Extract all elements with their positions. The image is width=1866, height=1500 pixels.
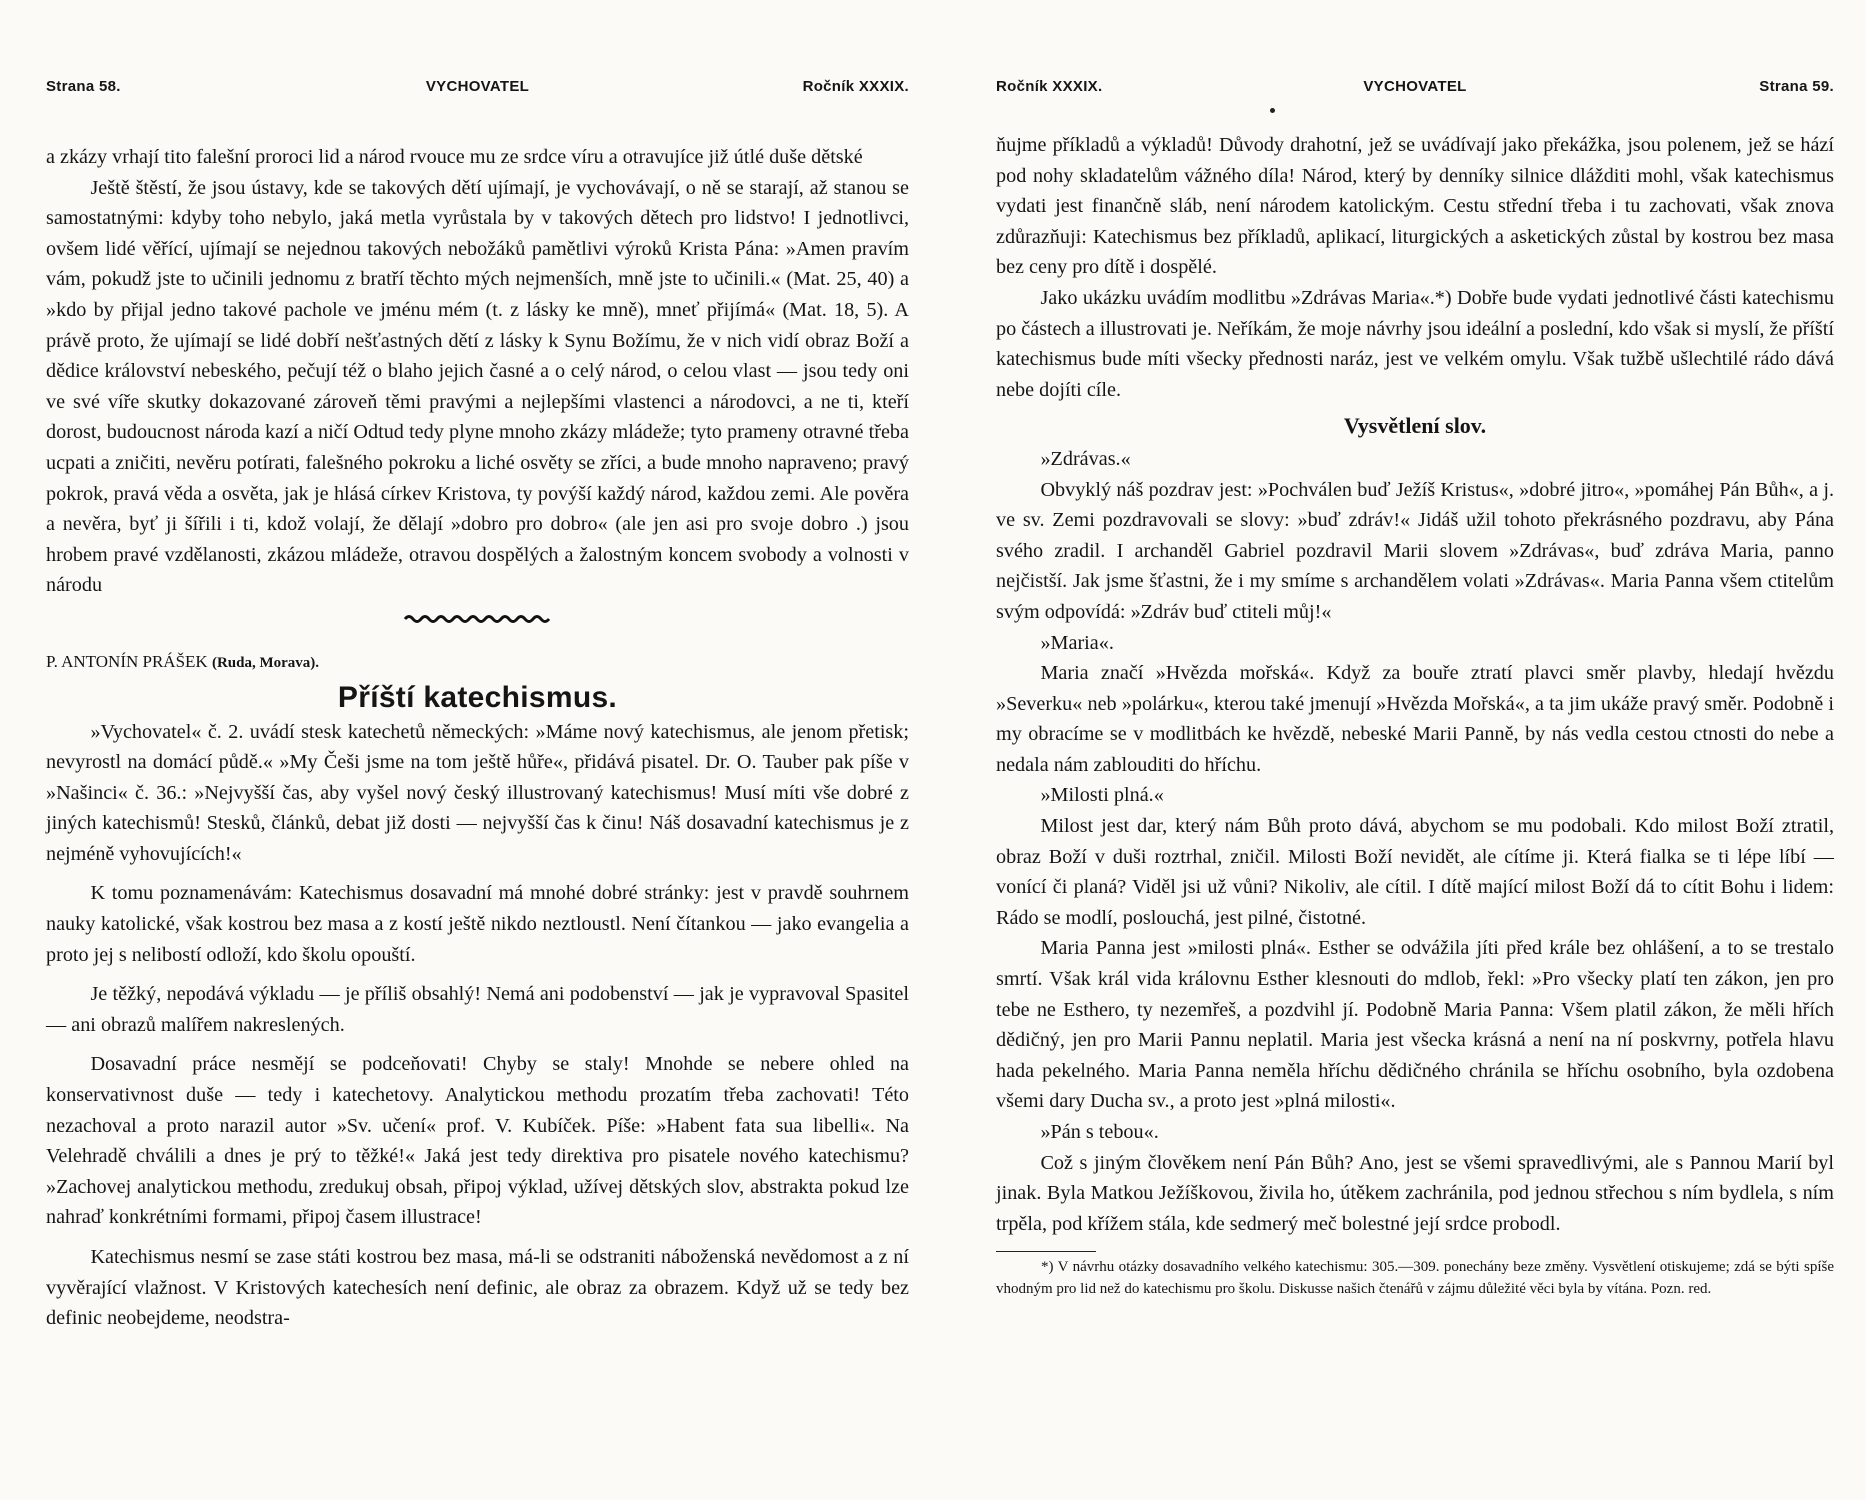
paragraph: ňujme příkladů a výkladů! Důvody drahotní, jež se uvádívají jako překážka, jsou polenem, jež se hází pod nohy skladatelům vážného díla! Národ, který by denníky silnice dlážditi mohl, však katechismus vydati jest finančně sláb, není národem katolickým. Cestu střední třeba i tu zachovati, však znova zdůrazňuji: Katechismus bez příkladů, aplikací, liturgických a asketických zůstal by kostrou bez masa bez ceny pro dítě i dospělé. — [996, 134, 1834, 279]
paragraph: a zkázy vrhají tito falešní proroci lid a národ rvouce mu ze srdce víru a otravujíce již útlé duše dětské — [46, 146, 863, 168]
page-number: Strana 58. — [46, 78, 121, 95]
dot-mark — [1270, 108, 1275, 113]
term-explanation: Maria Panna jest »milosti plná«. Esther se odvážila jíti před krále bez ohlášení, a to se trestalo smrtí. Však král vida královnu Esther klesnouti do mdlob, řekl: »Pro všecky platí ten zákon, jen pro tebe ne Esthero, ty nezemřeš, a pozdvihl jí. Podobně Maria Panna: Všem platil zákon, že měli hřích dědičný, jen pro Marii Pannu neplatil. Maria jest všecka krásná a není na ní poskvrny, potřela hlavu hada pekelného. Maria Panna neměla hříchu dědičného chránila se hříchu osobního, byla ozdobena všemi dary Ducha sv., a proto jest »plná milosti«. — [996, 937, 1834, 1113]
term-explanation: Maria značí »Hvězda mořská«. Když za bouře ztratí plavci směr plavby, hledají hvězdu »Severku« neb »polárku«, kterou také jmenují »Hvězda Mořská«, a ta jim ukáže pravý směr. Podobně i my obracíme se v modlitbách ke hvězdě, nebeské Marii Panně, by nás vedla cestou ctnosti do nebe a nedala nám zablouditi do hříchu. — [996, 662, 1834, 776]
article-paragraph: Katechismus nesmí se zase státi kostrou bez masa, má-li se odstraniti náboženská nevědomost a z ní vyvěrající vlažnost. V Kristových katechesích není definic, ale obraz za obrazem. Když už se tedy bez definic neobejdeme, neodstra- — [46, 1246, 909, 1330]
article-title: Příští katechismus. — [337, 680, 618, 714]
article-paragraph: »Vychovatel« č. 2. uvádí stesk katechetů německých: »Máme nový katechismus, ale jenom přetisk; nevyrostl na domácí půdě.« »My Češi jsme na tom ještě hůře«, přidává pisatel. Dr. O. Tauber pak píše v »Našinci« č. 36.: »Nejvyšší čas, aby vyšel nový český illustrovaný katechismus! Musí míti vše dobré z jiných katechismů! Stesků, článků, debat již dosti — nejvyšší čas k činu! Náš dosavadní katechismus je z nejméně vyhovujících!« — [46, 720, 909, 865]
journal-title: VYCHOVATEL — [425, 78, 530, 95]
author-line — [46, 647, 909, 679]
volume-label: Ročník XXXIX. — [802, 78, 909, 95]
wavy-divider-ornament — [403, 613, 553, 625]
right-page-header — [996, 78, 1834, 100]
article-paragraph: Je těžký, nepodává výkladu — je příliš obsahlý! Nemá ani podobenství — jak je vypravoval Spasitel — ani obrazů malířem nakreslených. — [46, 983, 909, 1036]
term-explanation: Což s jiným člověkem není Pán Bůh? Ano, jest se všemi spravedlivými, ale s Pannou Marií byl jinak. Byla Matkou Ježíškovou, živila ho, útěkem zachránila, pod jednou střechou s ním bydlela, s ním trpěla, pod křížem stála, kde sedmerý meč bolestné její srdce probodl. — [996, 1151, 1834, 1235]
term-explanation: Milost jest dar, který nám Bůh proto dává, abychom se mu podobali. Kdo milost Boží ztratil, obraz Boží v duši roztrhal, zničil. Milosti Boží nevidět, ale cítíme ji. Která fialka se ti lépe líbí — vonící či planá? Viděl jsi už vůni? Nikoliv, ale cítil. I dítě mající milost Boží dá to cítit Bohu i lidem: Rádo se modlí, poslouchá, jest pilné, čistotné. — [996, 815, 1834, 929]
volume-label: Ročník XXXIX. — [996, 78, 1103, 95]
right-page-body — [996, 130, 1834, 1300]
page-number: Strana 59. — [1759, 78, 1834, 95]
paragraph: Ještě štěstí, že jsou ústavy, kde se takových dětí ujímají, je vychovávají, o ně se starají, až stanou se samostatnými: kdyby toho nebylo, jaká metla vyrůstala by v takových dětech pro lidstvo! I jednotlivci, ovšem lidé věřící, ujímají se nejednou takových nebožáků pamětlivi výroků Krista Pána: »Amen pravím vám, pokudž jste to učinili jednomu z bratří těchto mých nejmenších, mně jste to učinili.« (Mat. 25, 40) a »kdo by přijal jedno takové pachole ve jménu mém (t. z lásky ke mně), mneť přijímá« (Mat. 18, 5). A právě proto, že ujímají se lidé dobří nešťastných dětí z lásky k Synu Božímu, že v nich vidí obraz Boží a dědice království nebeského, pečují též o blaho jejich časné a o celý národ, o celou vlast — jsou tedy oni ve své víře skutky dokazované zároveň těmi pravými a nejlepšími vlastenci a národovci, a ne ti, kteří dorost, budoucnost národa kazí a ničí Odtud tedy plyne mnoho zkázy mládeže; tyto prameny otravné třeba ucpati a zničiti, nevěru potírati, falešného pokroku a liché osvěty se zříci, a bude mnoho napraveno; pravý pokrok, pravá věda a osvěta, jak je hlásá církev Kristova, ty povýší každý národ, každou zemi. Ale pověra a nevěra, byť ji šířili i ti, kdož volají, že dělají »dobro pro dobro« (ale jen asi pro svoje dobro .) jsou hrobem pravé vzdělanosti, zkázou mládeže, otravou dospělých a žalostným koncem svobody a volnosti v národu — [46, 176, 909, 597]
author-name: P. ANTONÍN PRÁŠEK — [46, 651, 208, 671]
author-place: (Ruda, Morava). — [211, 654, 320, 671]
article-paragraph: K tomu poznamenávám: Katechismus dosavadní má mnohé dobré stránky: jest v pravdě souhrnem nauky katolické, však kostrou bez masa a z kostí ještě nikdo neztloustl. Není čítankou — jako evangelia a proto jej s nelibostí odloží, kdo školu opouští. — [46, 882, 909, 966]
footnote: *) V návrhu otázky dosavadního velkého katechismu: 305.—309. ponechány beze změny. Vysvětlení otiskujeme; zdá se býti spíše vhodným pro lid než do katechismu pro školu. Diskusse našich čtenářů v zájmu důležité věci byla by vítána. Pozn. red. — [996, 1259, 1834, 1298]
left-page-body — [46, 142, 909, 1334]
term-heading: »Maria«. — [1040, 631, 1114, 654]
term-heading: »Zdrávas.« — [1040, 447, 1131, 470]
left-page-header — [46, 78, 909, 100]
journal-title: VYCHOVATEL — [1363, 78, 1467, 95]
left-page — [30, 0, 915, 1500]
term-heading: »Pán s tebou«. — [1040, 1121, 1159, 1143]
paragraph: Jako ukázku uvádím modlitbu »Zdrávas Maria«.*) Dobře bude vydati jednotlivé části katechismu po částech a illustrovati je. Neříkám, že moje návrhy jsou ideální a poslední, kdo však si myslí, že příští katechismus bude míti všecky přednosti naráz, jest ve velkém omylu. Však tužbě ušlechtilé rádo dává nebe dojíti cíle. — [996, 286, 1834, 401]
section-heading: Vysvětlení slov. — [1343, 413, 1487, 439]
footnote-rule — [996, 1251, 1096, 1252]
right-page — [980, 0, 1840, 1500]
term-explanation: Obvyklý náš pozdrav jest: »Pochválen buď Ježíš Kristus«, »dobré jitro«, »pomáhej Pán Bůh«, a j. ve sv. Zemi pozdravovali se slovy: »buď zdráv!« Jidáš užil tohoto překrásného pozdravu, aby Pána svého zradil. I archanděl Gabriel pozdravil Marii slovem »Zdrávas«, buď zdráva Maria, panno nejčistší. Jak jsme šťastni, že i my smíme s archandělem volati »Zdrávas«. Maria Panna všem ctitelům svým odpovídá: »Zdráv buď ctiteli můj!« — [996, 478, 1834, 623]
term-heading: »Milosti plná.« — [1040, 784, 1164, 807]
article-paragraph: Dosavadní práce nesmějí se podceňovati! Chyby se staly! Mnohde se nebere ohled na konservativnost duše — tedy i katechetovy. Analytickou methodu prozatím třeba zachovati! Této nezachoval a proto narazil autor »Sv. učení« prof. V. Kubíček. Píše: »Habent fata sua libelli«. Na Velehradě chválili a dnes je prý to těžké!« Jaká jest tedy direktiva pro pisatele nového katechismu? »Zachovej analytickou methodu, zredukuj obsah, připoj výklad, užívej dětských slov, abstrakta pokud lze nahraď konkrétními formami, připoj časem illustrace! — [46, 1053, 909, 1229]
